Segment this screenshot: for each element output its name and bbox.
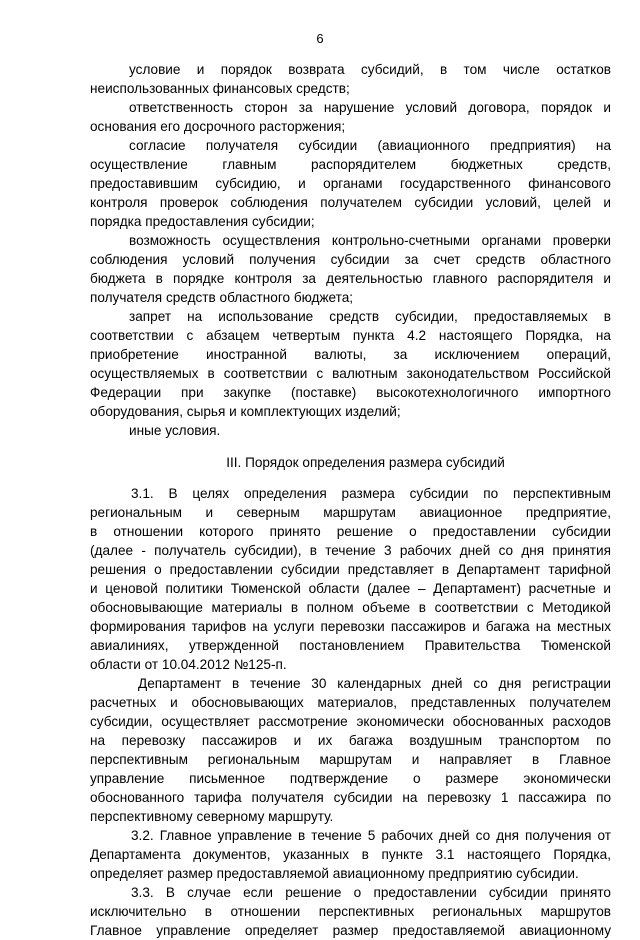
text-line: ответственность сторон за нарушение условий договора, порядок и (129, 100, 611, 115)
text-line: согласие получателя субсидии (авиационного предприятия) на (129, 138, 611, 153)
text-line: определяет размер предоставляемой авиационному предприятию субсидии. (90, 866, 579, 881)
text-line: Департамент в течение 30 календарных дней со дня регистрации (138, 676, 611, 691)
text-line: осуществление главным распорядителем бюджетных средств, (90, 157, 611, 172)
text-line: решения о предоставлении субсидии представляет в Департамент тарифной (90, 562, 611, 577)
text-line: Федерации при закупке (поставке) высокотехнологичного импортного (90, 385, 611, 400)
text-line: субсидии, осуществляет рассмотрение экономически обоснованных расходов (90, 714, 611, 729)
text-line: условие и порядок возврата субсидий, в том числе остатков (129, 62, 611, 77)
text-line: возможность осуществления контрольно-счетными органами проверки (129, 233, 611, 248)
text-line: Главное управление определяет размер предоставляемой авиационному (90, 923, 611, 938)
text-line: управление письменное подтверждение о размере экономически (90, 771, 611, 786)
text-line: основания его досрочного расторжения; (90, 119, 346, 134)
text-line: авиалиниях, утвержденной постановлением Правительства Тюменской (90, 638, 611, 653)
document-body (90, 60, 611, 940)
text-line: предоставившим субсидию, и органами государственного финансового (90, 176, 611, 191)
text-line: в отношении которого принято решение о предоставлении субсидии (90, 524, 611, 539)
text-line: обоснованного тарифа получателя субсидии на перевозку 1 пассажира по (90, 790, 611, 805)
page-number: 6 (316, 31, 324, 46)
spacer (90, 440, 611, 453)
text-line: неиспользованных финансовых средств; (90, 81, 350, 96)
text-line: контроля проверок соблюдения получателем субсидии условий, целей и (90, 195, 611, 210)
text-line: и ценовой политики Тюменской области (далее – Департамент) расчетные и (90, 581, 611, 596)
section-heading: III. Порядок определения размера субсидий (226, 455, 505, 470)
text-line: иные условия. (129, 423, 221, 438)
text-line: запрет на использование средств субсидии, предоставляемых в (129, 309, 611, 324)
spacer (90, 472, 611, 484)
text-line: Департамента документов, указанных в пункте 3.1 настоящего Порядка, (90, 847, 611, 862)
text-line: региональным и северным маршрутам авиационное предприятие, (90, 505, 611, 520)
text-line: порядка предоставления субсидии; (90, 214, 315, 229)
text-line: области от 10.04.2012 №125-п. (90, 657, 287, 672)
text-line: перспективному северному маршруту. (90, 809, 334, 824)
text-line: бюджета в порядке контроля за деятельностью главного распорядителя и (90, 271, 611, 286)
text-line: перспективным региональным маршрутам и направляет в Главное (90, 752, 611, 767)
text-line: осуществляемых в соответствии с валютным законодательством Российской (90, 366, 611, 381)
text-line: обосновывающие материалы в полном объеме в соответствии с Методикой (90, 600, 611, 615)
text-line: расчетных и обосновывающих материалов, представленных получателем (90, 695, 611, 710)
text-line: соблюдения условий получения субсидии за счет средств областного (90, 252, 611, 267)
text-line: оборудования, сырья и комплектующих изделий; (90, 404, 401, 419)
text-line: на перевозку пассажиров и их багажа воздушным транспортом по (90, 733, 611, 748)
text-line: приобретение иностранной валюты, за исключением операций, (90, 347, 611, 362)
text-line: 3.2. Главное управление в течение 5 рабочих дней со дня получения от (131, 828, 611, 843)
text-line: формирования тарифов на услуги перевозки пассажиров и багажа на местных (90, 619, 611, 634)
text-line: исключительно в отношении перспективных региональных маршрутов (90, 904, 611, 919)
text-line: получателя средств областного бюджета; (90, 290, 354, 305)
text-line: 3.3. В случае если решение о предоставлении субсидии принято (131, 885, 611, 900)
text-line: соответствии с абзацем четвертым пункта 4.2 настоящего Порядка, на (90, 328, 611, 343)
text-line: 3.1. В целях определения размера субсидии по перспективным (131, 486, 611, 501)
text-line: (далее - получатель субсидии), в течение 3 рабочих дней со дня принятия (90, 543, 611, 558)
